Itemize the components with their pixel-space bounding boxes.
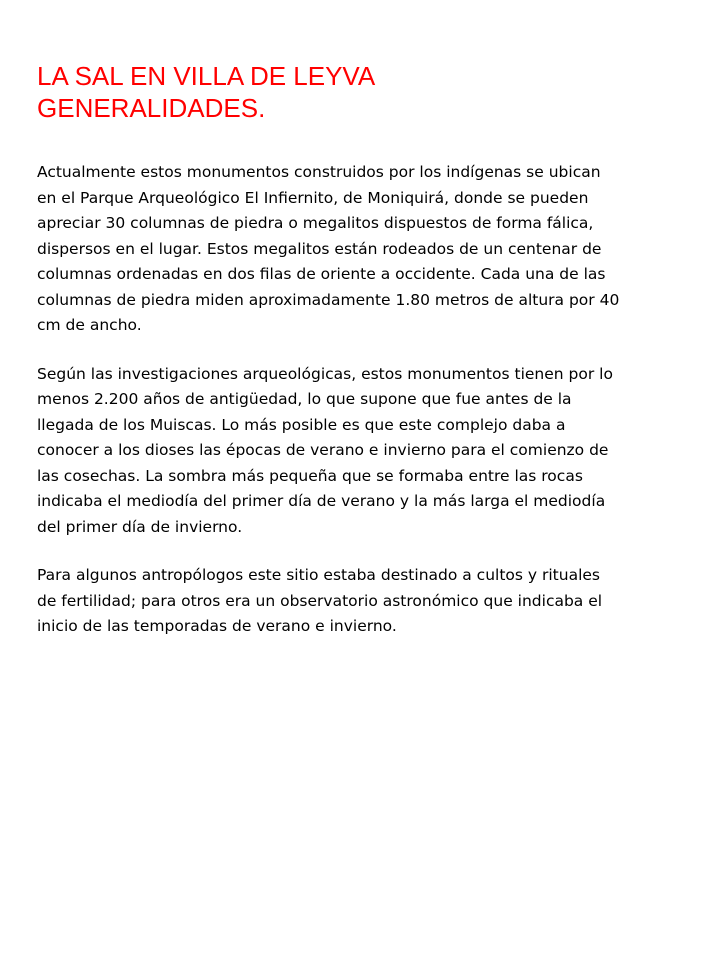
- paragraph-line: columnas ordenadas en dos filas de oriente a occidente. Cada una de las: [37, 265, 606, 283]
- paragraph-line: indicaba el mediodía del primer día de verano y la más larga el mediodía: [37, 492, 606, 510]
- paragraph-3: [37, 563, 692, 640]
- page-title: [37, 60, 677, 124]
- paragraph-line: Actualmente estos monumentos construidos por los indígenas se ubican: [37, 163, 601, 181]
- paragraph-line: las cosechas. La sombra más pequeña que se formaba entre las rocas: [37, 466, 583, 485]
- paragraph-line: inicio de las temporadas de verano e invierno.: [37, 617, 397, 635]
- title-line-1: LA SAL EN VILLA DE LEYVA: [37, 61, 376, 91]
- body-text: [37, 160, 692, 663]
- paragraph-line: conocer a los dioses las épocas de verano e invierno para el comienzo de: [37, 441, 609, 459]
- paragraph-2: [37, 362, 692, 541]
- paragraph-line: del primer día de invierno.: [37, 517, 243, 536]
- paragraph-line: apreciar 30 columnas de piedra o megalitos dispuestos de forma fálica,: [37, 214, 594, 232]
- paragraph-1: [37, 160, 692, 339]
- paragraph-line: llegada de los Muiscas. Lo más posible es que este complejo daba a: [37, 415, 566, 434]
- title-line-2: GENERALIDADES.: [37, 93, 266, 123]
- paragraph-line: de fertilidad; para otros era un observatorio astronómico que indicaba el: [37, 591, 603, 610]
- paragraph-line: Para algunos antropólogos este sitio estaba destinado a cultos y rituales: [37, 566, 600, 584]
- paragraph-line: en el Parque Arqueológico El Infiernito, de Moniquirá, donde se pueden: [37, 188, 589, 207]
- paragraph-line: menos 2.200 años de antigüedad, lo que supone que fue antes de la: [37, 390, 572, 408]
- paragraph-line: columnas de piedra miden aproximadamente 1.80 metros de altura por 40: [37, 290, 620, 309]
- paragraph-line: cm de ancho.: [37, 316, 142, 334]
- paragraph-line: dispersos en el lugar. Estos megalitos están rodeados de un centenar de: [37, 239, 602, 258]
- paragraph-line: Según las investigaciones arqueológicas, estos monumentos tienen por lo: [37, 364, 613, 383]
